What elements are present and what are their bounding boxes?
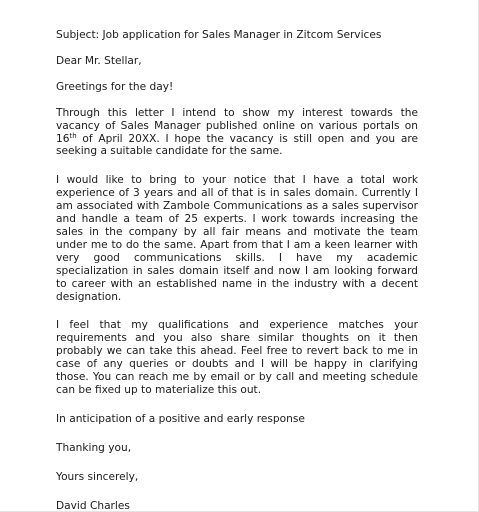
paragraph-experience: I would like to bring to your notice that I have a total work experience of 3 years and all of that is in sales domain. Currently I am associated with Zambole Communications as a sales supervisor and handle a team of 25 experts. I work towards increasing the sales in the company by all fair means and motivate the team under me to do the same. Apart from that I am a keen learner with very good communications skills. I have my academic specialization in sales domain itself and now I am looking forward to career with an established name in the industry with a decent designation. [56, 174, 418, 303]
subject-line: Subject: Job application for Sales Manager in Zitcom Services [56, 29, 382, 41]
greeting: Greetings for the day! [56, 80, 174, 93]
signature-name: David Charles [56, 499, 130, 512]
paragraph-qualifications: I feel that my qualifications and experience matches your requirements and you also share similar thoughts on it then probably we can take this ahead. Feel free to revert back to me in case of any queries or doubts and I will be happy in clarifying those. You can reach me by email or by call and meeting schedule can be fixed up to materialize this out. [56, 319, 418, 396]
paragraph-interest-text-start: Through this letter I intend to show my interest towards the vacancy of Sales Manager published online on various portals on 16 [56, 106, 418, 145]
thanks-line: Thanking you, [56, 441, 132, 454]
paragraph-interest-text-end: of April 20XX. I hope the vacancy is still open and you are seeking a suitable candidate for the same. [56, 132, 418, 158]
paragraph-interest [56, 107, 418, 159]
letter-body [56, 29, 418, 512]
salutation: Dear Mr. Stellar, [56, 54, 142, 67]
closing-line: In anticipation of a positive and early response [56, 412, 305, 425]
sign-off: Yours sincerely, [56, 470, 139, 483]
date-ordinal-suffix: th [69, 131, 77, 140]
